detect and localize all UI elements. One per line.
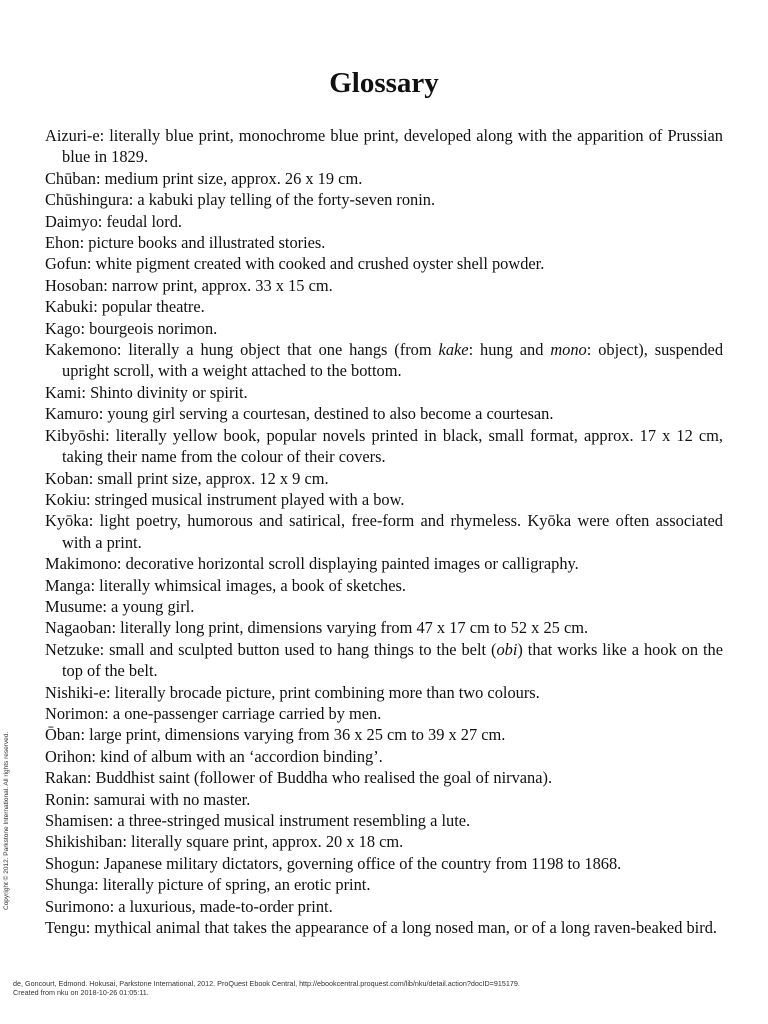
- glossary-entry: Kibyōshi: literally yellow book, popular novels printed in black, small format, approx. 17 x 12 cm, taking their name from the colour of their covers.: [45, 425, 723, 467]
- glossary-entry: Kabuki: popular theatre.: [45, 297, 205, 317]
- entry-text: Kakemono: literally a hung object that one hangs (from: [45, 340, 439, 360]
- entry-text: : object), suspended upright scroll, with a weight attached to the bottom.: [62, 340, 724, 381]
- glossary-entry: Aizuri-e: literally blue print, monochrome blue print, developed along with the apparition of Prussian blue in 1829.: [45, 126, 723, 167]
- created-line: Created from nku on 2018-10-26 01:05:11.: [13, 988, 149, 997]
- copyright-notice: [3, 690, 19, 910]
- glossary-entry: Daimyo: feudal lord.: [45, 211, 183, 231]
- glossary-entry: [45, 339, 723, 382]
- italic-term: obi: [496, 639, 518, 659]
- entry-text: Netzuke: small and sculpted button used to hang things to the belt (: [45, 639, 497, 659]
- glossary-entry: Kyōka: light poetry, humorous and satirical, free-form and rhymeless. Kyōka were often associated with a print.: [45, 511, 723, 552]
- glossary-entry: Ehon: picture books and illustrated stories.: [45, 233, 326, 253]
- glossary-entry: Nishiki-e: literally brocade picture, print combining more than two colours.: [45, 682, 540, 702]
- glossary-entry: Tengu: mythical animal that takes the appearance of a long nosed man, or of a long raven-beaked bird.: [45, 918, 717, 938]
- glossary-entry: Kamuro: young girl serving a courtesan, destined to also become a courtesan.: [45, 404, 554, 424]
- entry-text: : hung and: [468, 340, 551, 360]
- glossary-entry: Makimono: decorative horizontal scroll displaying painted images or calligraphy.: [45, 554, 579, 574]
- glossary-entry: Nagaoban: literally long print, dimensions varying from 47 x 17 cm to 52 x 25 cm.: [45, 618, 589, 638]
- glossary-entry: Orihon: kind of album with an ‘accordion binding’.: [45, 746, 383, 766]
- glossary-entry: Chūban: medium print size, approx. 26 x 19 cm.: [45, 168, 363, 188]
- glossary-entry: Koban: small print size, approx. 12 x 9 cm.: [45, 468, 329, 488]
- glossary-entry: Kami: Shinto divinity or spirit.: [45, 382, 248, 402]
- entry-text: ) that works like a hook on the top of the belt.: [62, 639, 723, 681]
- glossary-entry: Norimon: a one-passenger carriage carried by men.: [45, 703, 382, 723]
- glossary-entry: Shogun: Japanese military dictators, governing office of the country from 1198 to 1868.: [45, 853, 622, 873]
- citation-footer: [13, 979, 753, 997]
- glossary-entry: [45, 639, 723, 682]
- italic-term: mono: [550, 340, 587, 360]
- glossary-entry: Shunga: literally picture of spring, an erotic print.: [45, 875, 371, 895]
- glossary-list: [45, 125, 723, 938]
- glossary-entry: Manga: literally whimsical images, a book of sketches.: [45, 575, 406, 595]
- glossary-entry: Hosoban: narrow print, approx. 33 x 15 cm.: [45, 275, 333, 295]
- glossary-entry: Chūshingura: a kabuki play telling of the forty-seven ronin.: [45, 190, 436, 210]
- citation-line: de, Goncourt, Edmond. Hokusai, Parkstone International, 2012. ProQuest Ebook Central, http://ebookcentral.proquest.com/lib/nku/detail.action?docID=915179.: [13, 979, 520, 988]
- glossary-entry: Kokiu: stringed musical instrument played with a bow.: [45, 489, 405, 509]
- glossary-entry: Musume: a young girl.: [45, 596, 195, 616]
- glossary-entry: Surimono: a luxurious, made-to-order print.: [45, 896, 333, 916]
- copyright-text: Copyright © 2012. Parkstone International. All rights reserved.: [3, 731, 10, 910]
- page-title: Glossary: [329, 67, 439, 100]
- glossary-entry: Rakan: Buddhist saint (follower of Buddha who realised the goal of nirvana).: [45, 768, 553, 788]
- glossary-entry: Ronin: samurai with no master.: [45, 789, 251, 809]
- glossary-entry: Kago: bourgeois norimon.: [45, 318, 218, 338]
- italic-term: kake: [438, 340, 469, 360]
- glossary-entry: Gofun: white pigment created with cooked and crushed oyster shell powder.: [45, 254, 545, 274]
- glossary-entry: Shikishiban: literally square print, approx. 20 x 18 cm.: [45, 832, 404, 852]
- glossary-entry: Ōban: large print, dimensions varying from 36 x 25 cm to 39 x 27 cm.: [45, 725, 506, 745]
- glossary-entry: Shamisen: a three-stringed musical instrument resembling a lute.: [45, 811, 471, 830]
